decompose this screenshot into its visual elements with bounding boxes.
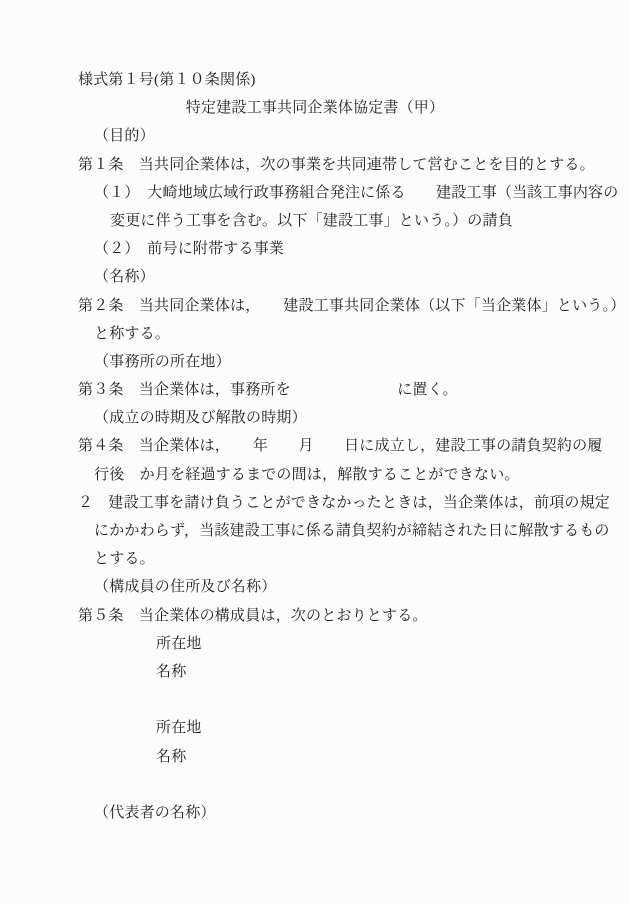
member-2-name-label: 名称 bbox=[156, 748, 187, 765]
blank-line bbox=[0, 771, 630, 799]
article-1-item-1: （１） 大崎地域広域行政事務組合発注に係る 建設工事（当該工事内容の bbox=[94, 184, 619, 201]
article-2: 第２条 当共同企業体は， 建設工事共同企業体（以下「当企業体」という。） bbox=[78, 297, 626, 314]
blank-line bbox=[0, 686, 630, 714]
article-1: 第１条 当共同企業体は，次の事業を共同連帯して営むことを目的とする。 bbox=[78, 156, 595, 173]
article-5: 第５条 当企業体の構成員は，次のとおりとする。 bbox=[78, 607, 428, 624]
heading-purpose: （目的） bbox=[94, 128, 155, 145]
article-1-item-1-cont: 変更に伴う工事を含む。以下「建設工事」という。）の請負 bbox=[110, 212, 513, 229]
article-4-para-2-cont: にかかわらず，当該建設工事に係る請負契約が締結された日に解散するもの bbox=[94, 523, 610, 539]
heading-members: （構成員の住所及び名称） bbox=[94, 579, 277, 596]
document-title: 特定建設工事共同企業体協定書（甲） bbox=[185, 100, 445, 117]
member-1-name-label: 名称 bbox=[156, 663, 187, 680]
member-1-address-label: 所在地 bbox=[156, 635, 202, 652]
heading-name: （名称） bbox=[94, 269, 155, 286]
heading-representative: （代表者の名称） bbox=[94, 804, 216, 821]
heading-formation-dissolution: （成立の時期及び解散の時期） bbox=[94, 410, 307, 427]
article-4-para-2-cont-2: とする。 bbox=[94, 551, 155, 568]
article-3: 第３条 当企業体は，事務所を に置く。 bbox=[78, 382, 458, 399]
article-4-cont: 行後 か月を経過するまでの間は，解散することができない。 bbox=[94, 466, 520, 483]
form-label: 様式第１号(第１０条関係) bbox=[78, 72, 256, 88]
article-4-para-2: ２ 建設工事を請け負うことができなかったときは，当企業体は，前項の規定 bbox=[78, 494, 611, 511]
article-1-item-2: （２） 前号に附帯する事業 bbox=[94, 241, 285, 258]
member-2-address-label: 所在地 bbox=[156, 720, 202, 737]
article-2-cont: と称する。 bbox=[94, 325, 171, 342]
heading-office-location: （事務所の所在地） bbox=[94, 353, 231, 370]
article-4: 第４条 当企業体は， 年 月 日に成立し，建設工事の請負契約の履 bbox=[78, 438, 603, 455]
